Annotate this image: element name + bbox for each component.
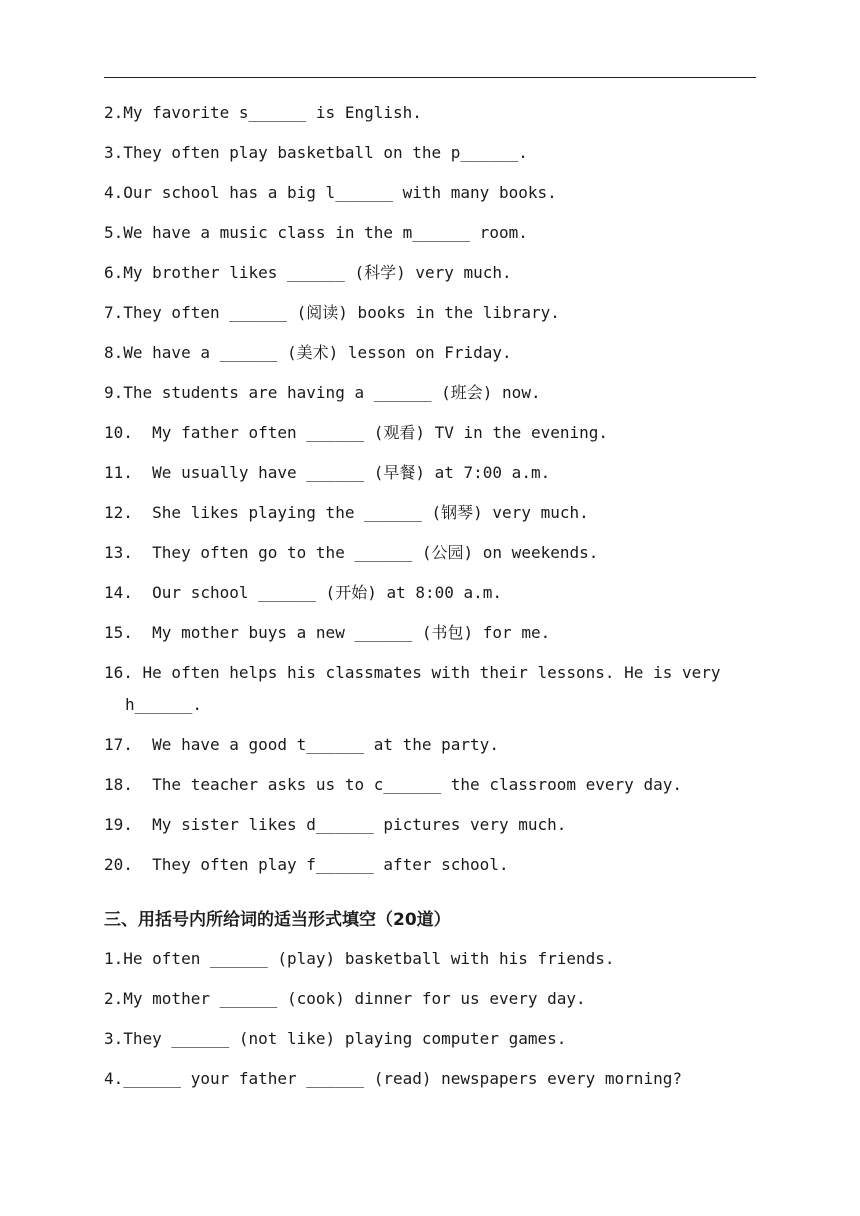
question-13: 13. They often go to the ______ (公园) on weekends. [104,543,599,562]
question-2: 2.My favorite s______ is English. [104,103,422,122]
question-18: 18. The teacher asks us to c______ the classroom every day. [104,775,682,794]
question-10: 10. My father often ______ (观看) TV in the evening. [104,423,609,442]
question-list-part-3 [104,949,756,1089]
question-6: 6.My brother likes ______ (科学) very much. [104,263,512,282]
worksheet [104,103,756,1109]
section-3-title: 三、用括号内所给词的适当形式填空（20道） [104,910,451,930]
question-7: 7.They often ______ (阅读) books in the library. [104,303,560,322]
question-11: 11. We usually have ______ (早餐) at 7:00 a.m. [104,463,551,482]
question-9: 9.The students are having a ______ (班会) now. [104,383,541,402]
section-3-question-1: 1.He often ______ (play) basketball with his friends. [104,949,615,968]
question-16: 16. He often helps his classmates with their lessons. He is very h______. [104,663,721,714]
question-19: 19. My sister likes d______ pictures very much. [104,815,567,834]
question-4: 4.Our school has a big l______ with many books. [104,183,557,202]
section-3-question-4: 4.______ your father ______ (read) newspapers every morning? [104,1069,682,1088]
question-12: 12. She likes playing the ______ (钢琴) very much. [104,503,589,522]
question-15: 15. My mother buys a new ______ (书包) for me. [104,623,551,642]
question-20: 20. They often play f______ after school. [104,855,509,874]
header-rule [104,77,756,78]
question-17: 17. We have a good t______ at the party. [104,735,499,754]
question-list-part-2 [104,103,756,875]
section-3-question-2: 2.My mother ______ (cook) dinner for us every day. [104,989,586,1008]
question-5: 5.We have a music class in the m______ room. [104,223,528,242]
question-8: 8.We have a ______ (美术) lesson on Friday. [104,343,512,362]
section-3-question-3: 3.They ______ (not like) playing computer games. [104,1029,567,1048]
question-14: 14. Our school ______ (开始) at 8:00 a.m. [104,583,503,602]
question-3: 3.They often play basketball on the p______. [104,143,528,162]
